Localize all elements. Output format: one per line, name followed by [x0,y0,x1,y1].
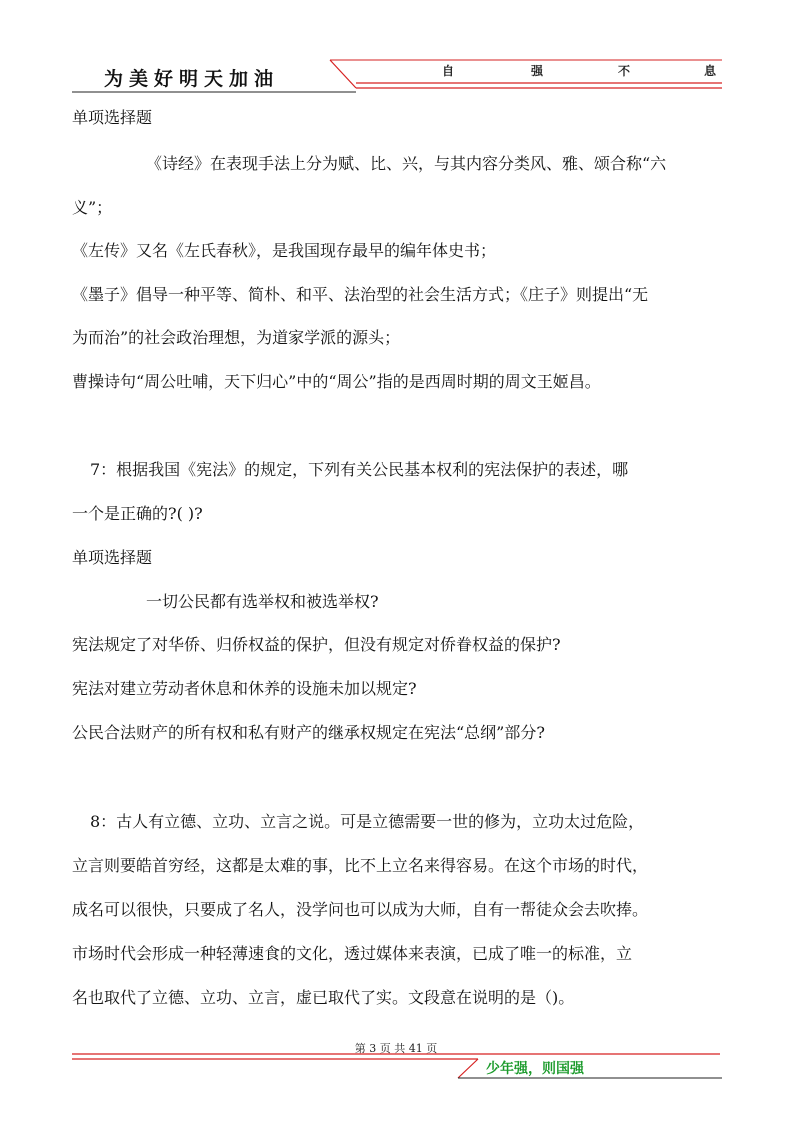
q7-type-label: 单项选择题 [72,548,153,567]
page-number: 第 3 页 共 41 页 [354,1042,438,1055]
q6-option-b: 《左传》又名《左氏春秋》，是我国现存最早的编年体史书； [72,241,497,260]
header-slogan: 为美好明天加油 [104,68,280,90]
q8-line-2: 立言则要皓首穷经，这都是太难的事，比不上立名来得容易。在这个市场的时代， [72,856,649,875]
q6-type-label: 单项选择题 [72,108,153,127]
footer-slant-red [458,1059,478,1078]
footer-slogan: 少年强，则国强 [486,1061,584,1077]
q8-line-5: 名也取代了立德、立功、立言，虚已取代了实。文段意在说明的是（)。 [72,988,575,1007]
q8-line-3: 成名可以很快，只要成了名人，没学问也可以成为大师，自有一帮徒众会去吹捧。 [72,900,649,919]
q7-option-c: 宪法对建立劳动者休息和休养的设施未加以规定? [72,679,417,698]
q7-option-a: 一切公民都有选举权和被选举权? [146,592,379,611]
q8-line-4: 市场时代会形成一种轻薄速食的文化，透过媒体来表演，已成了唯一的标准，立 [72,944,633,963]
header-char-2: 强 [531,64,544,78]
q6-option-c-line-2: 为而治”的社会政治理想，为道家学派的源头； [72,328,401,347]
q6-option-a-line-2: 义”； [72,198,113,217]
q6-option-c-line-1: 《墨子》倡导一种平等、简朴、和平、法治型的社会生活方式；《庄子》则提出“无 [72,285,649,304]
q8-line-1: 8：古人有立德、立功、立言之说。可是立德需要一世的修为，立功太过危险， [90,812,645,831]
header-char-4: 息 [704,64,717,78]
header-char-3: 不 [618,64,631,78]
q7-option-b: 宪法规定了对华侨、归侨权益的保护，但没有规定对侨眷权益的保护? [72,635,561,654]
q6-option-a-line-1: 《诗经》在表现手法上分为赋、比、兴，与其内容分类风、雅、颂合称“六 [146,154,667,173]
q7-stem-line-1: 7：根据我国《宪法》的规定，下列有关公民基本权利的宪法保护的表述，哪 [90,460,629,479]
header-char-1: 自 [442,64,455,78]
q7-stem-line-2: 一个是正确的?( )? [72,504,203,523]
q6-option-d: 曹操诗句“周公吐哺，天下归心”中的“周公”指的是西周时期的周文王姬昌。 [72,372,601,391]
q7-option-d: 公民合法财产的所有权和私有财产的继承权规定在宪法“总纲”部分? [72,723,545,742]
